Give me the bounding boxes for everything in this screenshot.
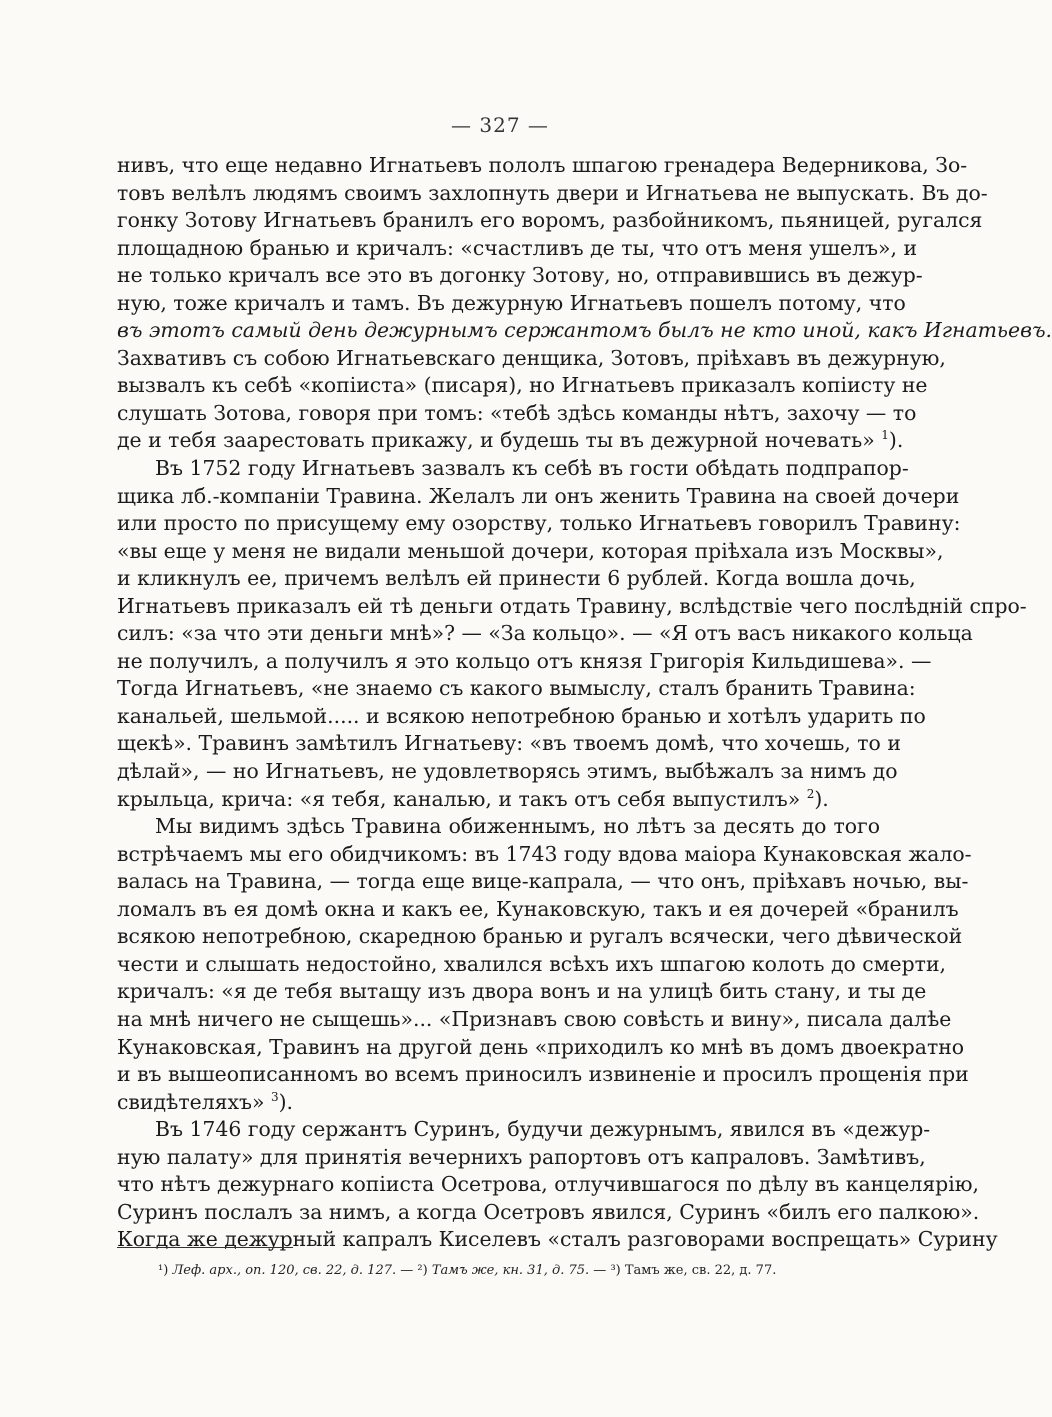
text-line: не получилъ, а получилъ я это кольцо отъ князя Григорія Кильдишева». — [117,648,932,673]
text-line: Въ 1752 году Игнатьевъ зазвалъ къ себѣ въ гости обѣдать подпрапор- [155,456,909,481]
line-text: де и тебя заарестовать прикажу, и будешь ты въ дежурной ночевать» [117,428,875,453]
text-line: силъ: «за что эти деньги мнѣ»? — «За кольцо». — «Я отъ васъ никакого кольца [117,621,973,646]
text-line: Тогда Игнатьевъ, «не знаемо съ какого вымыслу, сталъ бранить Травина: [117,676,916,701]
body-text [117,152,1052,1254]
text-line: всякою непотребною, скаредною бранью и ругалъ всячески, чего дѣвической [117,924,963,949]
text-line: щика лб.-компаніи Травина. Желалъ ли онъ женить Травина на своей дочери [117,483,960,508]
text-line: валась на Травина, — тогда еще вице-капрала, — что онъ, пріѣхавъ ночью, вы- [117,869,969,894]
text-line [117,786,880,814]
text-line: или просто по присущему ему озорству, только Игнатьевъ говорилъ Травину: [117,511,961,536]
footnote-ref-2: 2 [806,786,815,801]
footnote-ref-3: 3 [270,1089,279,1104]
ref-suffix: ). [278,1089,294,1114]
text-line: что нѣтъ дежурнаго копіиста Осетрова, отлучившагося по дѣлу въ канцелярію, [117,1172,979,1197]
text-line: Когда же дежурный капралъ Киселевъ «сталъ разговорами воспрещать» Сурину [117,1227,998,1252]
footnote-2-text: Тамъ же, кн. 31, д. 75. — [431,1263,607,1278]
text-line: на мнѣ ничего не сыщешь»... «Признавъ свою совѣсть и вину», писала далѣе [117,1006,952,1031]
text-line: площадною бранью и кричалъ: «счастливъ де ты, что отъ меня ушелъ», и [117,235,918,260]
text-line [117,1089,880,1117]
text-line: «вы еще у меня не видали меньшой дочери, которая пріѣхала изъ Москвы», [117,538,944,563]
text-line: ную палату» для принятія вечернихъ рапортовъ отъ капраловъ. Замѣтивъ, [117,1144,926,1169]
text-line: и въ вышеописанномъ во всемъ приносилъ извиненіе и просилъ прощенія при [117,1062,969,1087]
text-line: товъ велѣлъ людямъ своимъ захлопнуть двери и Игнатьева не выпускать. Въ до- [117,180,988,205]
text-line: дѣлай», — но Игнатьевъ, не удовлетворясь этимъ, выбѣжалъ за нимъ до [117,759,898,784]
line-text: крыльца, крича: «я тебя, каналью, и такъ отъ себя выпустилъ» [117,786,801,811]
text-line: встрѣчаемъ мы его обидчикомъ: въ 1743 году вдова маіора Кунаковская жало- [117,841,972,866]
text-line: Захвативъ съ собою Игнатьевскаго денщика, Зотовъ, пріѣхавъ въ дежурную, [117,345,946,370]
footnote-3-mark: ³) [610,1263,621,1278]
text-line [117,427,904,455]
text-line: канальей, шельмой..... и всякою непотребною бранью и хотѣлъ ударить по [117,703,926,728]
text-line: Кунаковская, Травинъ на другой день «приходилъ ко мнѣ въ домъ двоекратно [117,1034,965,1059]
italic-text-line: въ этотъ самый день дежурнымъ сержантомъ былъ не кто иной, какъ Игнатьевъ. [117,318,1052,343]
text-line: чести и слышать недостойно, хвалился всѣхъ ихъ шпагою колоть до смерти, [117,951,947,976]
ref-suffix: ). [888,428,904,453]
text-line: Въ 1746 году сержантъ Суринъ, будучи дежурнымъ, явился въ «дежур- [155,1117,931,1142]
text-line: ную, тоже кричалъ и тамъ. Въ дежурную Игнатьевъ пошелъ потому, что [117,290,906,315]
footnote-ref-1: 1 [881,428,889,443]
paragraph-4 [117,1116,998,1254]
text-line: щекѣ». Травинъ замѣтилъ Игнатьеву: «въ твоемъ домѣ, что хочешь, то и [117,731,901,756]
text-line: и кликнулъ ее, причемъ велѣлъ ей принести 6 рублей. Когда вошла дочь, [117,566,916,591]
footnote-2-mark: ²) [417,1263,428,1278]
text-line: нивъ, что еще недавно Игнатьевъ пололъ шпагою гренадера Ведерникова, Зо- [117,153,968,177]
text-line: кричалъ: «я де тебя вытащу изъ двора вонъ и на улицѣ бить стану, и ты де [117,979,927,1004]
footnote-3-text: Тамъ же, св. 22, д. 77. [624,1263,777,1278]
footnote-1-text: Леф. арх., оп. 120, св. 22, д. 127. — [172,1263,414,1278]
footnote-1-mark: ¹) [158,1263,169,1278]
line-text: свидѣтеляхъ» [117,1089,265,1114]
text-line: Игнатьевъ приказалъ ей тѣ деньги отдать Травину, вслѣдствіе чего послѣдній спро- [117,593,1027,618]
paragraph-2 [117,455,1027,813]
text-line: ломалъ въ ея домѣ окна и какъ ее, Кунаковскую, такъ и ея дочерей «бранилъ [117,896,959,921]
ref-suffix: ). [814,786,829,811]
footnotes [158,1262,838,1280]
page-number: — 327 — [451,113,549,137]
text-line: вызвалъ къ себѣ «копіиста» (писаря), но Игнатьевъ приказалъ копіисту не [117,373,928,398]
paragraph-3 [117,813,972,1116]
text-line: Мы видимъ здѣсь Травина обиженнымъ, но лѣтъ за десять до того [155,814,880,839]
text-line: слушать Зотова, говоря при томъ: «тебѣ здѣсь команды нѣтъ, захочу — то [117,400,917,425]
text-line: гонку Зотову Игнатьевъ бранилъ его воромъ, разбойникомъ, пьяницей, ругался [117,208,983,233]
footnote-divider [117,1247,293,1248]
paragraph-1 [117,152,1052,455]
text-line: не только кричалъ все это въ догонку Зотову, но, отправившись въ дежур- [117,263,923,288]
text-line: Суринъ послалъ за нимъ, а когда Осетровъ явился, Суринъ «билъ его палкою». [117,1199,980,1224]
